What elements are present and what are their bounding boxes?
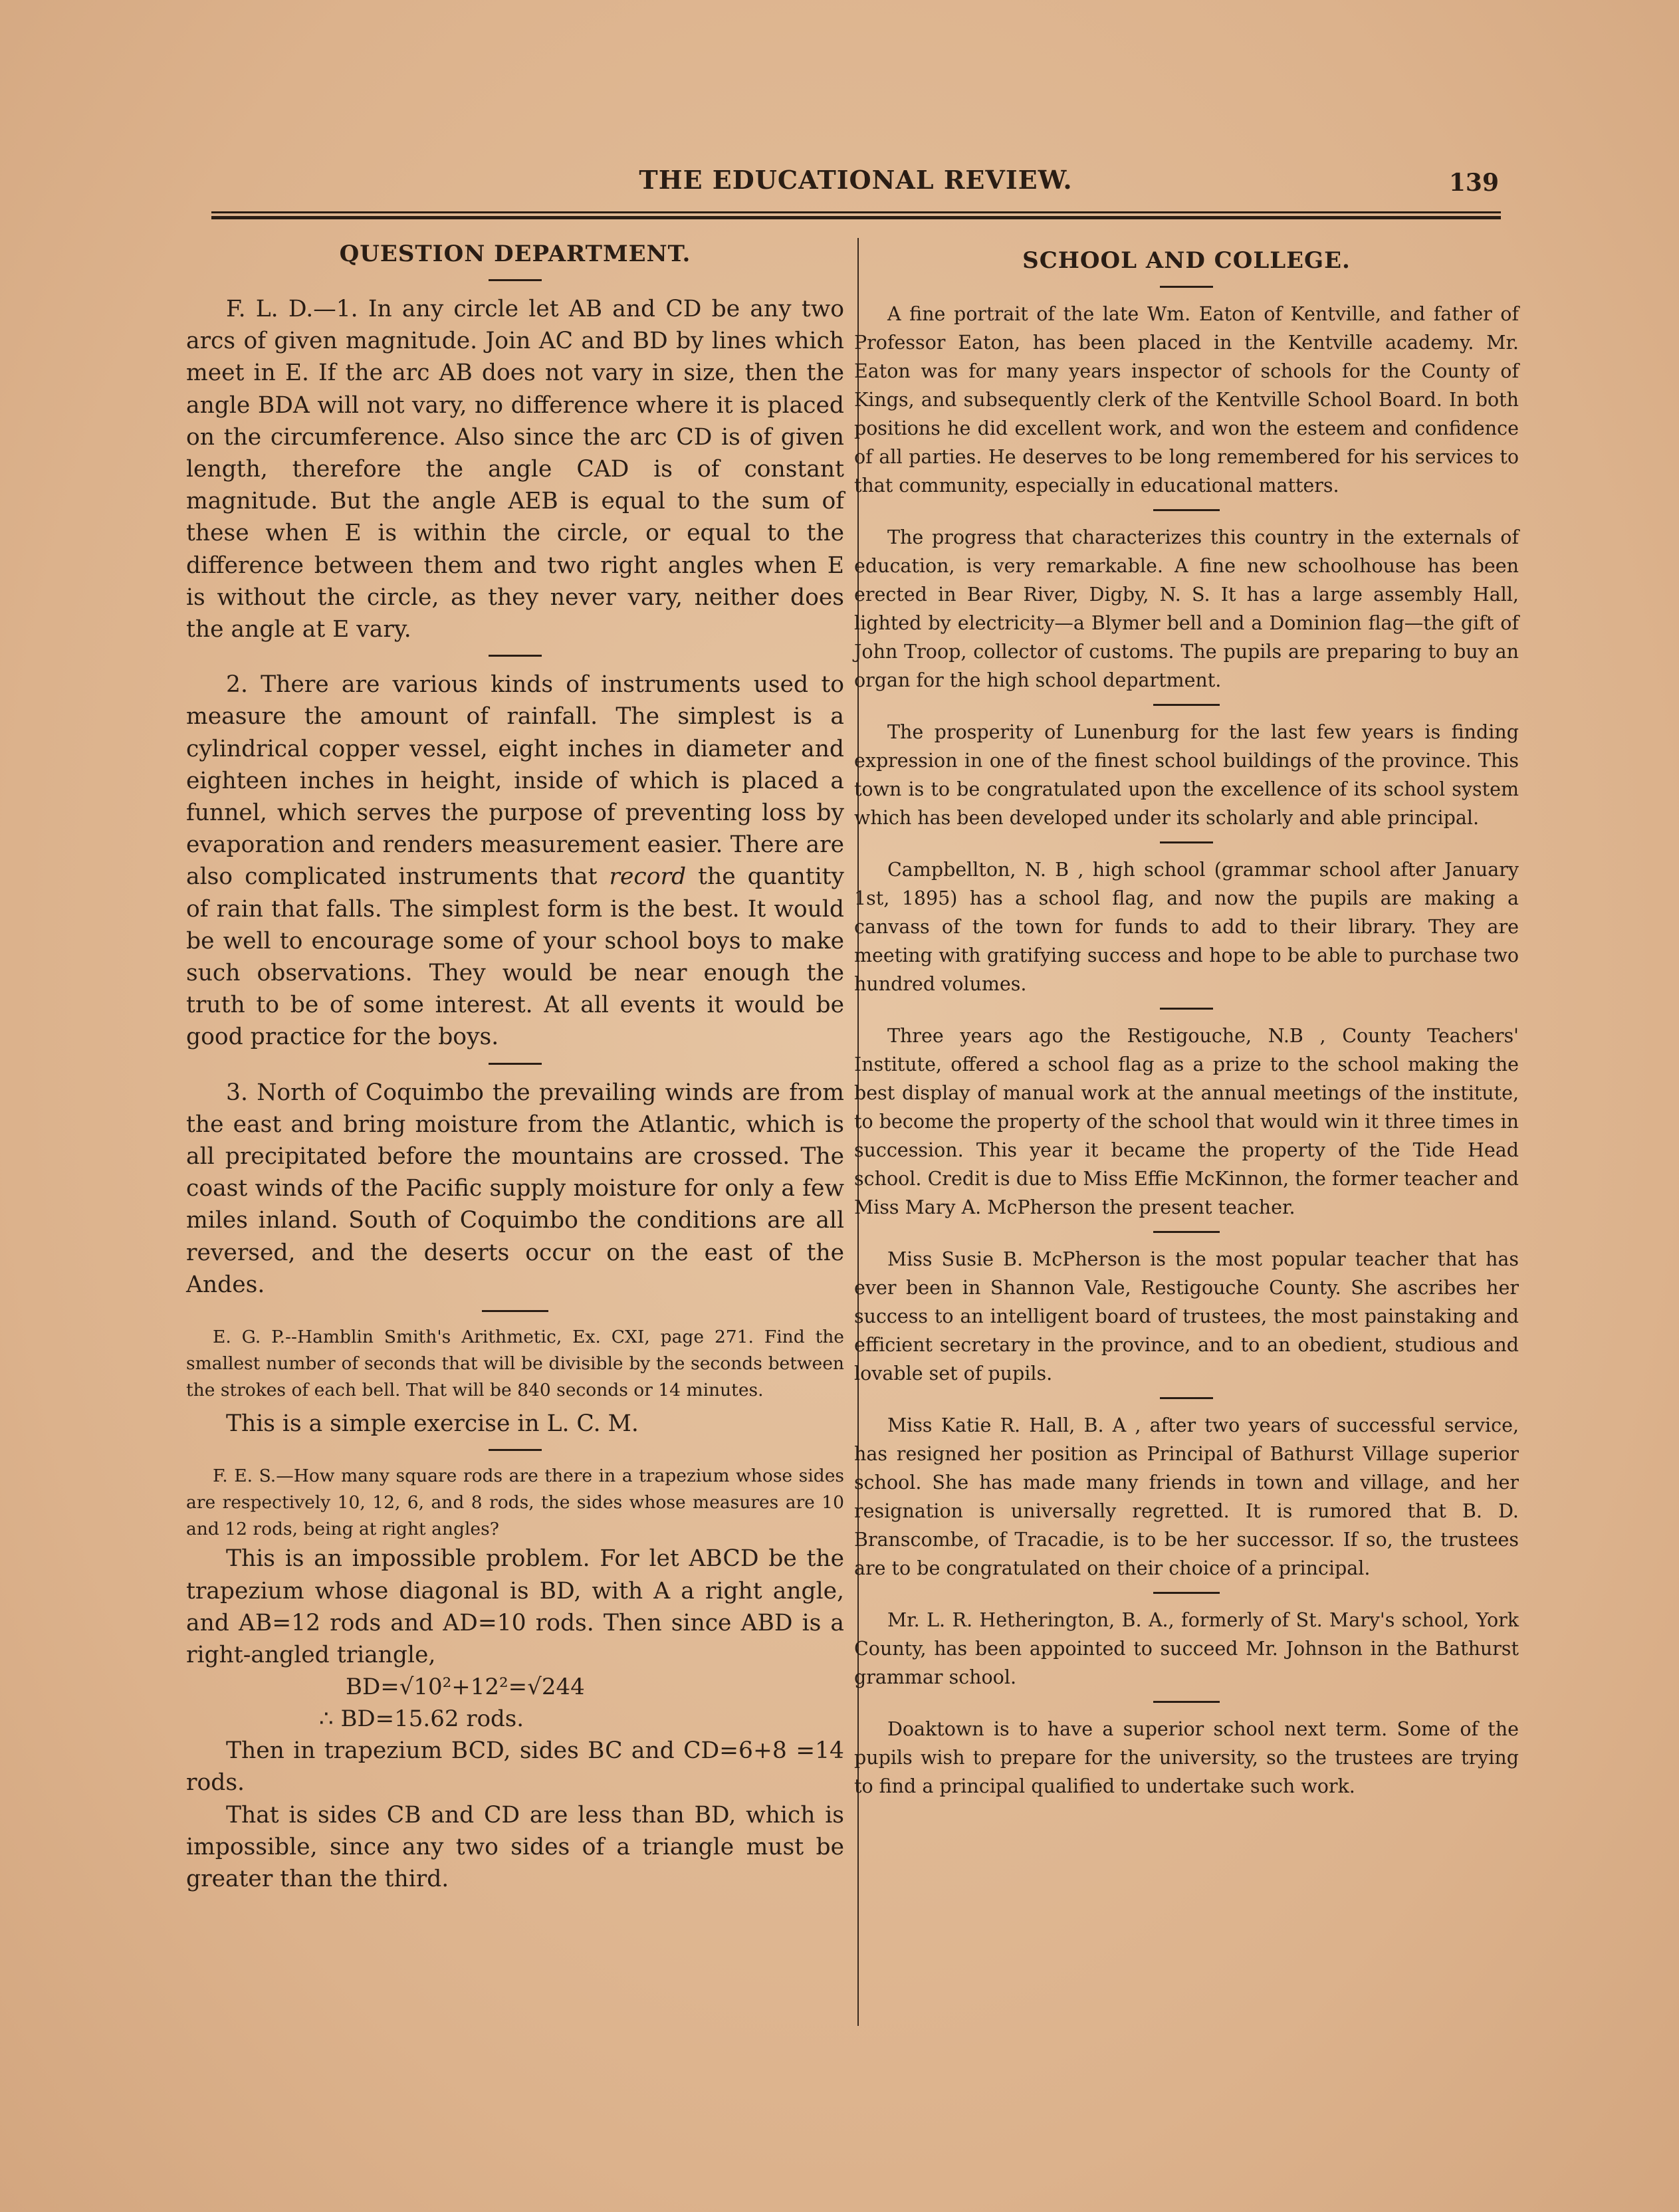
news-item: Miss Susie B. McPherson is the most popular teacher that has ever been in Shannon Vale, Restigouche County. She ascribes her success to an intelligent board of trustees, the most painstaking and efficient secretary in the province, and to an obedient, studious and lovable set of pupils.: [854, 1248, 1519, 1384]
answer-fld-3: 3. North of Coquimbo the prevailing winds are from the east and bring moisture from the Atlantic, which is all precipitated before the mountains are crossed. The coast winds of the Pacific supply moisture for only a few miles inland. South of Coquimbo the conditions are all reversed, and the deserts occur on the east of the Andes.: [186, 1079, 844, 1298]
question-department-title: QUESTION DEPARTMENT.: [339, 241, 691, 267]
answer-fes-3: That is sides CB and CD are less than BD, which is impossible, since any two sides of a triangle must be greater than the third.: [186, 1801, 844, 1892]
separator-rule: [1160, 1397, 1213, 1399]
separator-rule: [489, 655, 542, 657]
school-and-college-title: SCHOOL AND COLLEGE.: [1022, 247, 1351, 274]
page-header: [213, 165, 1499, 205]
news-item: A fine portrait of the late Wm. Eaton of Kentville, and father of Professor Eaton, has been placed in the Kentville academy. Mr. Eaton was for many years inspector of schools for the County of Kings, and subsequently clerk of the Kentville School Board. In both positions he did excellent work, and won the esteem and confidence of all parties. He deserves to be long remembered for his services to that community, especially in educational matters.: [854, 303, 1519, 497]
answer-egp: This is a simple exercise in L. C. M.: [226, 1410, 639, 1438]
answer-fld-2-italic: record: [609, 863, 687, 891]
news-item: Campbellton, N. B , high school (grammar school after January 1st, 1895) has a school flag, and now the pupils are making a canvass of the town for funds to add to their library. They are meeting with gratifying success and hope to be able to purchase two hundred volumes.: [854, 859, 1519, 995]
header-double-rule: [211, 211, 1501, 219]
separator-rule: [489, 1449, 542, 1451]
news-item: The progress that characterizes this country in the externals of education, is very remarkable. A fine new schoolhouse has been erected in Bear River, Digby, N. S. It has a large assembly Hall, lighted by electricity—a Blymer bell and a Dominion flag—the gift of John Troop, collector of customs. The pupils are preparing to buy an organ for the high school department.: [854, 526, 1519, 691]
separator-rule: [1160, 1008, 1213, 1010]
separator-rule: [1153, 509, 1220, 511]
title-rule: [489, 279, 542, 281]
formula-bd-result: ∴ BD=15.62 rods.: [319, 1706, 524, 1733]
news-item: Miss Katie R. Hall, B. A , after two years of successful service, has resigned her position as Principal of Bathurst Village superior school. She has made many friends in town and village, and her resignation is universally regretted. It is rumored that B. D. Branscombe, of Tracadie, is to be her successor. If so, the trustees are to be congratulated on their choice of a principal.: [854, 1414, 1519, 1579]
news-item: Three years ago the Restigouche, N.B , County Teachers' Institute, offered a school flag as a prize to the school making the best display of manual work at the annual meetings of the institute, to become the property of the school that would win it three times in succession. This year it became the property of the Tide Head school. Credit is due to Miss Effie McKinnon, the former teacher and Miss Mary A. McPherson the present teacher.: [854, 1025, 1519, 1218]
news-item: The prosperity of Lunenburg for the last few years is finding expression in one of the finest school buildings of the province. This town is to be congratulated upon the excellence of its school system which has been developed under its scholarly and able principal.: [854, 721, 1519, 829]
page-number: 139: [1448, 169, 1499, 197]
separator-rule: [1153, 704, 1220, 706]
answer-fes-1: This is an impossible problem. For let ABCD be the trapezium whose diagonal is BD, with A a right angle, and AB=12 rods and AD=10 rods. Then since ABD is a right-angled triangle,: [186, 1545, 844, 1668]
left-column: [186, 241, 844, 1895]
separator-rule: [482, 1310, 548, 1312]
answer-fld-2-before: 2. There are various kinds of instruments used to measure the amount of rainfall. The simplest is a cylindrical copper vessel, eight inches in diameter and eighteen inches in height, inside of which is placed a funnel, which serves the purpose of preventing loss by evaporation and renders measurement easier. There are also complicated instruments that: [186, 671, 844, 891]
answer-fld-2: [186, 669, 844, 1053]
separator-rule: [1153, 1592, 1220, 1594]
answer-fld-1: F. L. D.—1. In any circle let AB and CD be any two arcs of given magnitude. Join AC and BD by lines which meet in E. If the arc AB does not vary in size, then the angle BDA will not vary, no difference where it is placed on the circumference. Also since the arc CD is of given length, therefore the angle CAD is of constant magnitude. But the angle AEB is equal to the sum of these when E is within the circle, or equal to the difference between them and two right angles when E is without the circle, as they never vary, neither does the angle at E vary.: [186, 296, 844, 643]
answer-fes-2: Then in trapezium BCD, sides BC and CD=6+8 =14 rods.: [186, 1737, 844, 1797]
title-rule: [1160, 286, 1213, 288]
question-fes: F. E. S.—How many square rods are there in a trapezium whose sides are respectively 10, 12, 6, and 8 rods, the sides whose measures are 10 and 12 rods, being at right angles?: [186, 1466, 844, 1540]
right-column: [854, 247, 1519, 1801]
answer-fld-2-after: the quantity of rain that falls. The simplest form is the best. It would be well to encourage some of your school boys to make such observations. They would be near enough the truth to be of some interest. At all events it would be good practice for the boys.: [186, 863, 845, 1051]
question-egp: E. G. P.--Hamblin Smith's Arithmetic, Ex. CXI, page 271. Find the smallest number of seconds that will be divisible by the seconds between the strokes of each bell. That will be 840 seconds or 14 minutes.: [186, 1327, 844, 1401]
separator-rule: [489, 1063, 542, 1065]
news-item: Mr. L. R. Hetherington, B. A., formerly of St. Mary's school, York County, has been appointed to succeed Mr. Johnson in the Bathurst grammar school.: [854, 1609, 1519, 1688]
separator-rule: [1160, 841, 1213, 843]
running-title: THE EDUCATIONAL REVIEW.: [639, 165, 1073, 195]
separator-rule: [1153, 1701, 1220, 1703]
separator-rule: [1153, 1231, 1220, 1233]
news-item: Doaktown is to have a superior school next term. Some of the pupils wish to prepare for the university, so the trustees are trying to find a principal qualified to undertake such work.: [854, 1718, 1519, 1797]
formula-bd: BD=√10²+12²=√244: [346, 1674, 585, 1701]
